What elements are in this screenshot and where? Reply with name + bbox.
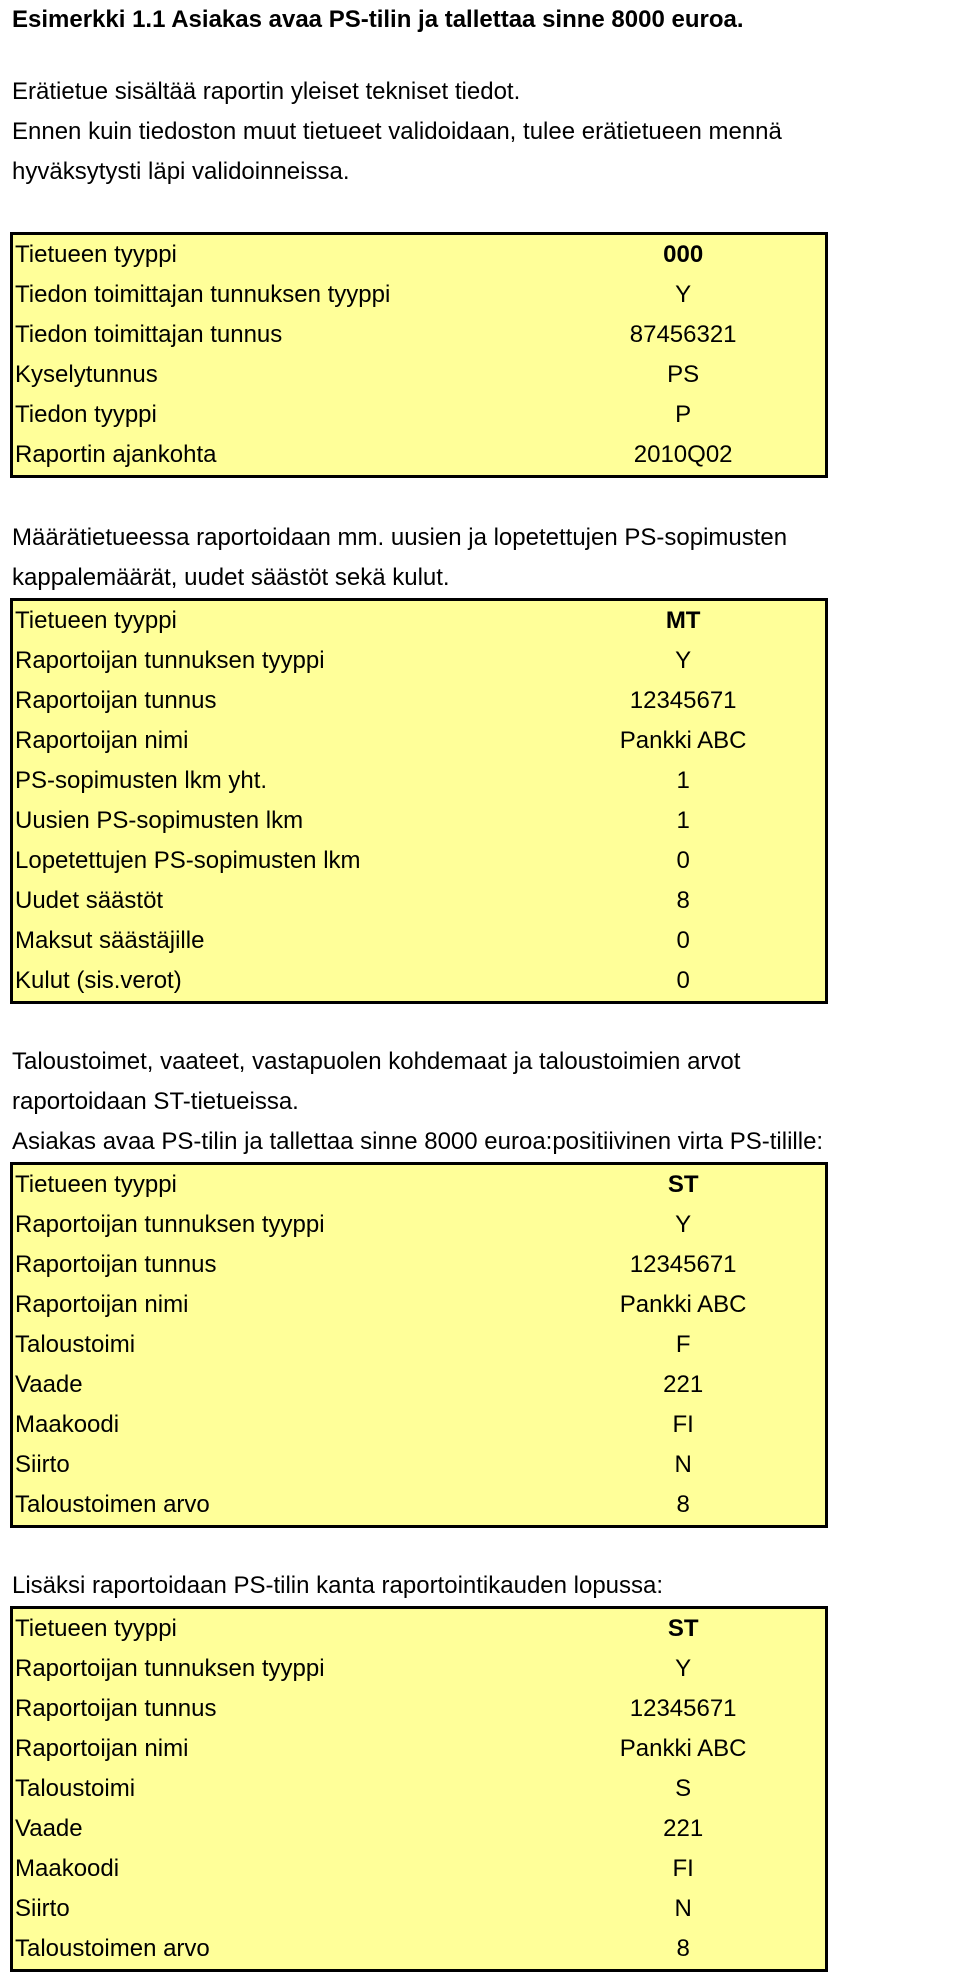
st-flow-record-box bbox=[10, 1162, 828, 1528]
field-value: 000 bbox=[663, 241, 704, 268]
field-value: 8 bbox=[676, 1935, 690, 1962]
st-intro-line: Asiakas avaa PS-tilin ja tallettaa sinne 8000 euroa:positiivinen virta PS-tilille: bbox=[12, 1128, 824, 1155]
field-label: Raportoijan tunnuksen tyyppi bbox=[15, 1211, 325, 1238]
field-label: Taloustoimi bbox=[15, 1775, 136, 1802]
field-label: Tiedon toimittajan tunnus bbox=[15, 321, 283, 348]
field-label: Vaade bbox=[15, 1371, 83, 1398]
field-value: 87456321 bbox=[629, 321, 737, 348]
field-value: FI bbox=[672, 1855, 694, 1882]
record-row bbox=[13, 1809, 825, 1849]
field-value: 221 bbox=[663, 1371, 704, 1398]
field-value: 2010Q02 bbox=[633, 441, 733, 468]
amount-record-box bbox=[10, 598, 828, 1004]
record-row bbox=[13, 601, 825, 641]
field-value: ST bbox=[667, 1171, 699, 1198]
field-label: Kulut (sis.verot) bbox=[15, 967, 182, 994]
example-heading: Esimerkki 1.1 Asiakas avaa PS-tilin ja tallettaa sinne 8000 euroa. bbox=[12, 6, 744, 33]
record-row bbox=[13, 1245, 825, 1285]
record-row bbox=[13, 1929, 825, 1969]
field-label: Raportoijan tunnus bbox=[15, 1695, 217, 1722]
field-label: Tietueen tyyppi bbox=[15, 607, 177, 634]
field-label: Maakoodi bbox=[15, 1855, 120, 1882]
record-row bbox=[13, 961, 825, 1001]
record-row bbox=[13, 1689, 825, 1729]
field-label: Taloustoimi bbox=[15, 1331, 136, 1358]
field-label: Tietueen tyyppi bbox=[15, 241, 177, 268]
st-intro-line: Taloustoimet, vaateet, vastapuolen kohdemaat ja taloustoimien arvot bbox=[12, 1048, 741, 1075]
intro-paragraph bbox=[12, 72, 782, 192]
field-value: Y bbox=[675, 281, 692, 308]
field-label: Siirto bbox=[15, 1451, 70, 1478]
record-row bbox=[13, 1609, 825, 1649]
field-label: Tiedon tyyppi bbox=[15, 401, 157, 428]
field-label: Lopetettujen PS-sopimusten lkm bbox=[15, 847, 361, 874]
record-row bbox=[13, 801, 825, 841]
record-row bbox=[13, 1729, 825, 1769]
amount-intro-line: kappalemäärät, uudet säästöt sekä kulut. bbox=[12, 564, 450, 591]
field-value: N bbox=[674, 1895, 692, 1922]
field-value: F bbox=[675, 1331, 691, 1358]
field-value: P bbox=[675, 401, 692, 428]
st-intro-paragraph bbox=[12, 1042, 823, 1162]
field-value: 0 bbox=[676, 967, 690, 994]
record-row bbox=[13, 721, 825, 761]
stock-intro-line: Lisäksi raportoidaan PS-tilin kanta raportointikauden lopussa: bbox=[12, 1572, 664, 1599]
field-value: 12345671 bbox=[629, 1695, 737, 1722]
field-label: Raportin ajankohta bbox=[15, 441, 217, 468]
field-label: Siirto bbox=[15, 1895, 70, 1922]
field-label: Tiedon toimittajan tunnuksen tyyppi bbox=[15, 281, 391, 308]
field-label: Tietueen tyyppi bbox=[15, 1171, 177, 1198]
intro-line: Erätietue sisältää raportin yleiset tekniset tiedot. bbox=[12, 78, 521, 105]
stock-intro-paragraph bbox=[12, 1566, 663, 1606]
record-row bbox=[13, 761, 825, 801]
record-row bbox=[13, 881, 825, 921]
record-row bbox=[13, 395, 825, 435]
field-label: Raportoijan tunnus bbox=[15, 687, 217, 714]
field-label: Maakoodi bbox=[15, 1411, 120, 1438]
record-row bbox=[13, 1325, 825, 1365]
field-label: Raportoijan nimi bbox=[15, 1291, 189, 1318]
record-row bbox=[13, 841, 825, 881]
record-row bbox=[13, 921, 825, 961]
field-value: S bbox=[675, 1775, 692, 1802]
record-row bbox=[13, 1285, 825, 1325]
field-value: 12345671 bbox=[629, 687, 737, 714]
field-value: Y bbox=[675, 1655, 692, 1682]
amount-intro-paragraph bbox=[12, 518, 787, 598]
field-label: Maksut säästäjille bbox=[15, 927, 205, 954]
record-row bbox=[13, 1485, 825, 1525]
record-row bbox=[13, 275, 825, 315]
intro-line: hyväksytysti läpi validoinneissa. bbox=[12, 158, 350, 185]
record-row bbox=[13, 235, 825, 275]
field-value: Pankki ABC bbox=[619, 1291, 747, 1318]
intro-line: Ennen kuin tiedoston muut tietueet validoidaan, tulee erätietueen mennä bbox=[12, 118, 782, 145]
record-row bbox=[13, 1769, 825, 1809]
field-label: Uudet säästöt bbox=[15, 887, 164, 914]
record-row bbox=[13, 641, 825, 681]
record-row bbox=[13, 1849, 825, 1889]
field-value: 8 bbox=[676, 887, 690, 914]
record-row bbox=[13, 355, 825, 395]
record-row bbox=[13, 435, 825, 475]
field-label: Raportoijan nimi bbox=[15, 1735, 189, 1762]
field-value: ST bbox=[667, 1615, 699, 1642]
field-value: 1 bbox=[676, 767, 690, 794]
field-value: 0 bbox=[676, 847, 690, 874]
st-intro-line: raportoidaan ST-tietueissa. bbox=[12, 1088, 299, 1115]
record-row bbox=[13, 1889, 825, 1929]
field-value: Pankki ABC bbox=[619, 727, 747, 754]
field-label: Raportoijan tunnuksen tyyppi bbox=[15, 1655, 325, 1682]
st-stock-record-box bbox=[10, 1606, 828, 1972]
field-value: Y bbox=[675, 647, 692, 674]
record-row bbox=[13, 1445, 825, 1485]
field-value: FI bbox=[672, 1411, 694, 1438]
batch-record-box bbox=[10, 232, 828, 478]
field-value: Pankki ABC bbox=[619, 1735, 747, 1762]
record-row bbox=[13, 1165, 825, 1205]
field-value: 12345671 bbox=[629, 1251, 737, 1278]
record-row bbox=[13, 1205, 825, 1245]
field-value: MT bbox=[665, 607, 701, 634]
field-label: Taloustoimen arvo bbox=[15, 1935, 210, 1962]
field-label: Kyselytunnus bbox=[15, 361, 158, 388]
record-row bbox=[13, 1405, 825, 1445]
record-row bbox=[13, 315, 825, 355]
field-label: Taloustoimen arvo bbox=[15, 1491, 210, 1518]
field-value: 221 bbox=[663, 1815, 704, 1842]
field-label: Raportoijan tunnuksen tyyppi bbox=[15, 647, 325, 674]
field-value: PS bbox=[667, 361, 700, 388]
field-label: PS-sopimusten lkm yht. bbox=[15, 767, 268, 794]
field-label: Raportoijan tunnus bbox=[15, 1251, 217, 1278]
record-row bbox=[13, 681, 825, 721]
field-value: 1 bbox=[676, 807, 690, 834]
field-value: N bbox=[674, 1451, 692, 1478]
field-value: 8 bbox=[676, 1491, 690, 1518]
field-label: Uusien PS-sopimusten lkm bbox=[15, 807, 304, 834]
field-value: 0 bbox=[676, 927, 690, 954]
field-label: Raportoijan nimi bbox=[15, 727, 189, 754]
field-value: Y bbox=[675, 1211, 692, 1238]
record-row bbox=[13, 1649, 825, 1689]
field-label: Vaade bbox=[15, 1815, 83, 1842]
amount-intro-line: Määrätietueessa raportoidaan mm. uusien ja lopetettujen PS-sopimusten bbox=[12, 524, 788, 551]
field-label: Tietueen tyyppi bbox=[15, 1615, 177, 1642]
record-row bbox=[13, 1365, 825, 1405]
